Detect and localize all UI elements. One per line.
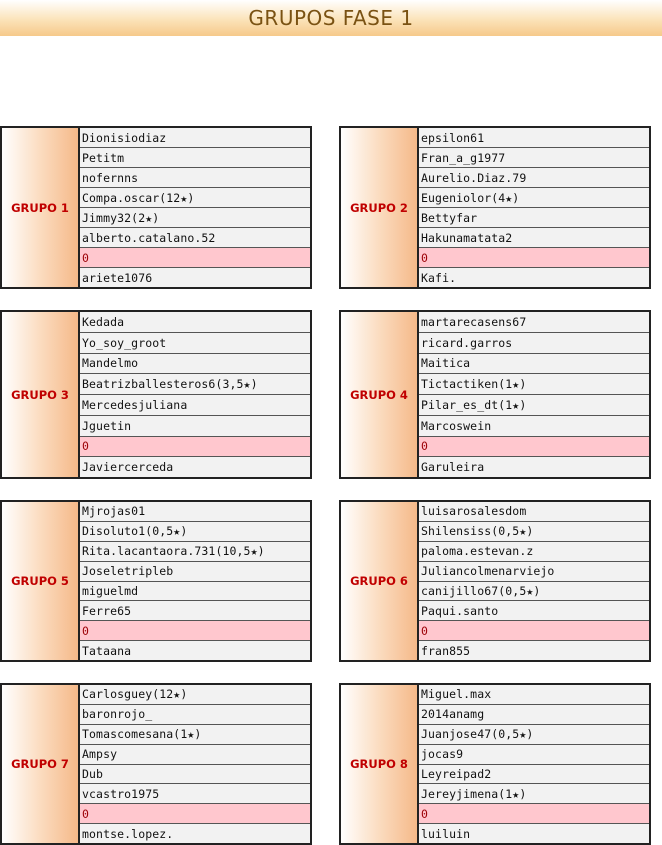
member-row (80, 765, 310, 785)
member-row (419, 416, 649, 437)
member-row (419, 312, 649, 333)
member-row (80, 745, 310, 765)
member-name: Bettyfar (421, 210, 478, 225)
group-table-1 (0, 126, 312, 289)
member-row (419, 522, 649, 542)
member-list (419, 502, 649, 660)
member-name: ariete1076 (82, 270, 153, 285)
member-name: Shilensiss(0,5★) (421, 524, 534, 539)
member-name: alberto.catalano.52 (82, 230, 216, 245)
member-row (80, 312, 310, 333)
member-name: Jereyjimena(1★) (421, 786, 527, 801)
member-name: Eugeniolor(4★) (421, 190, 520, 205)
member-name: Jimmy32(2★) (82, 210, 160, 225)
member-row (419, 705, 649, 725)
member-row (419, 268, 649, 287)
member-name: Ampsy (82, 747, 118, 762)
group-table-4 (339, 310, 651, 479)
member-row (419, 168, 649, 188)
member-row (80, 522, 310, 542)
member-row (419, 374, 649, 395)
group-label-cell (341, 502, 419, 660)
member-row (419, 457, 649, 477)
group-table-7 (0, 683, 312, 845)
member-name: Javiercerceda (82, 460, 174, 475)
member-list (80, 685, 310, 843)
member-name: Jguetin (82, 418, 132, 433)
group-table-3 (0, 310, 312, 479)
member-name: luiluin (421, 826, 471, 841)
member-name: Rita.lacantaora.731(10,5★) (82, 544, 265, 559)
member-row (419, 562, 649, 582)
member-name: Mandelmo (82, 356, 139, 371)
member-name: Aurelio.Diaz.79 (421, 170, 527, 185)
member-name: ricard.garros (421, 335, 513, 350)
member-name: 0 (421, 623, 429, 638)
member-name: Joseletripleb (82, 564, 174, 579)
member-name: paloma.estevan.z (421, 544, 534, 559)
empty-slot-row (419, 437, 649, 458)
member-row (419, 582, 649, 602)
member-row (80, 128, 310, 148)
member-row (419, 502, 649, 522)
member-name: Marcoswein (421, 418, 492, 433)
member-name: nofernns (82, 170, 139, 185)
member-name: 0 (82, 623, 90, 638)
member-name: 0 (82, 806, 90, 821)
member-name: fran855 (421, 643, 471, 658)
member-row (80, 502, 310, 522)
member-row (80, 168, 310, 188)
group-table-6 (339, 500, 651, 662)
member-name: jocas9 (421, 747, 464, 762)
member-row (419, 542, 649, 562)
member-row (419, 148, 649, 168)
empty-slot-row (80, 621, 310, 641)
member-row (80, 416, 310, 437)
member-row (419, 354, 649, 375)
member-name: Garuleira (421, 460, 485, 475)
member-row (419, 784, 649, 804)
member-name: baronrojo_ (82, 707, 153, 722)
group-label: GRUPO 5 (11, 574, 69, 588)
member-row (419, 725, 649, 745)
member-row (419, 745, 649, 765)
member-row (80, 457, 310, 477)
member-name: 0 (421, 250, 429, 265)
member-name: Yo_soy_groot (82, 335, 167, 350)
member-name: 0 (421, 806, 429, 821)
member-list (419, 128, 649, 287)
member-name: Fran_a_g1977 (421, 150, 506, 165)
group-label-cell (341, 685, 419, 843)
member-row (419, 188, 649, 208)
member-name: Paqui.santo (421, 603, 499, 618)
member-name: Beatrizballesteros6(3,5★) (82, 377, 258, 392)
member-name: Tataana (82, 643, 132, 658)
member-name: Maitica (421, 356, 471, 371)
member-row (80, 148, 310, 168)
member-name: Tomascomesana(1★) (82, 727, 202, 742)
member-list (80, 312, 310, 477)
member-name: Petitm (82, 150, 125, 165)
member-row (80, 374, 310, 395)
member-name: Ferre65 (82, 603, 132, 618)
member-name: Leyreipad2 (421, 766, 492, 781)
member-name: Miguel.max (421, 687, 492, 702)
group-label: GRUPO 1 (11, 200, 69, 215)
member-name: Carlosguey(12★) (82, 687, 188, 702)
member-name: Tictactiken(1★) (421, 377, 527, 392)
member-row (419, 641, 649, 660)
member-row (419, 208, 649, 228)
member-row (80, 824, 310, 843)
group-table-2 (339, 126, 651, 289)
member-list (419, 685, 649, 843)
group-label-cell (341, 312, 419, 477)
member-name: Dub (82, 766, 104, 781)
member-name: miguelmd (82, 583, 139, 598)
empty-slot-row (419, 804, 649, 824)
member-row (80, 725, 310, 745)
member-name: luisarosalesdom (421, 504, 527, 519)
member-row (80, 268, 310, 287)
empty-slot-row (80, 248, 310, 268)
member-name: Mercedesjuliana (82, 397, 188, 412)
member-name: Mjrojas01 (82, 504, 146, 519)
member-row (80, 188, 310, 208)
member-name: 0 (82, 250, 90, 265)
member-row (80, 601, 310, 621)
group-label-cell (2, 685, 80, 843)
member-name: Disoluto1(0,5★) (82, 524, 188, 539)
group-label-cell (341, 128, 419, 287)
member-list (80, 128, 310, 287)
member-row (80, 562, 310, 582)
member-row (419, 228, 649, 248)
member-name: vcastro1975 (82, 786, 160, 801)
member-name: Kedada (82, 314, 125, 329)
member-row (80, 228, 310, 248)
member-row (80, 784, 310, 804)
member-name: Compa.oscar(12★) (82, 190, 195, 205)
member-row (419, 765, 649, 785)
group-label: GRUPO 3 (11, 387, 69, 402)
member-name: martarecasens67 (421, 314, 527, 329)
member-name: 0 (421, 439, 429, 454)
empty-slot-row (419, 248, 649, 268)
member-row (419, 128, 649, 148)
member-row (419, 601, 649, 621)
group-label: GRUPO 4 (350, 387, 408, 402)
member-row (80, 582, 310, 602)
member-name: canijillo67(0,5★) (421, 583, 541, 598)
group-label-cell (2, 128, 80, 287)
member-name: Kafi. (421, 270, 457, 285)
member-name: Dionisiodiaz (82, 130, 167, 145)
member-row (419, 333, 649, 354)
member-row (419, 824, 649, 843)
group-label-cell (2, 312, 80, 477)
group-label-cell (2, 502, 80, 660)
member-name: epsilon61 (421, 130, 485, 145)
member-name: 2014anamg (421, 707, 485, 722)
member-row (80, 395, 310, 416)
member-row (80, 333, 310, 354)
member-row (80, 641, 310, 660)
group-label: GRUPO 2 (350, 200, 408, 215)
member-row (80, 208, 310, 228)
member-row (80, 685, 310, 705)
group-table-5 (0, 500, 312, 662)
group-label: GRUPO 6 (350, 574, 408, 588)
member-row (419, 685, 649, 705)
member-name: Hakunamatata2 (421, 230, 513, 245)
member-row (80, 542, 310, 562)
title-bar (0, 0, 662, 36)
empty-slot-row (80, 437, 310, 458)
member-row (80, 354, 310, 375)
member-name: Pilar_es_dt(1★) (421, 397, 527, 412)
empty-slot-row (419, 621, 649, 641)
group-label: GRUPO 8 (350, 757, 408, 771)
member-list (419, 312, 649, 477)
page-title: GRUPOS FASE 1 (248, 6, 414, 30)
member-name: montse.lopez. (82, 826, 174, 841)
group-label: GRUPO 7 (11, 757, 69, 771)
empty-slot-row (80, 804, 310, 824)
member-row (80, 705, 310, 725)
member-name: Juliancolmenarviejo (421, 564, 555, 579)
member-name: 0 (82, 439, 90, 454)
member-name: Juanjose47(0,5★) (421, 727, 534, 742)
member-list (80, 502, 310, 660)
member-row (419, 395, 649, 416)
group-table-8 (339, 683, 651, 845)
